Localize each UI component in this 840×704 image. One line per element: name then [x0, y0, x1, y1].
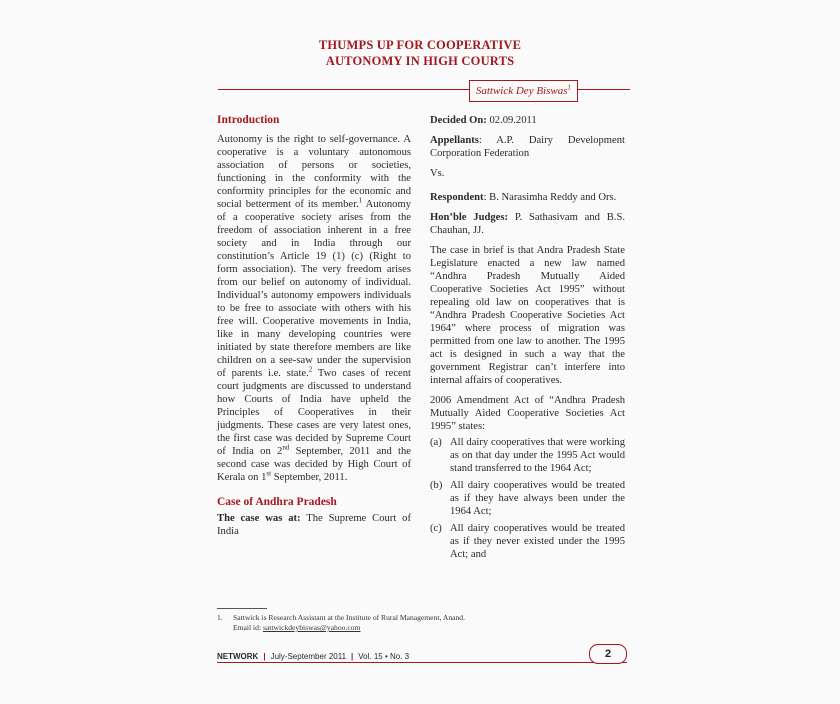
respondent-label: Respondent [430, 192, 484, 203]
respondent-value: : B. Narasimha Reddy and Ors. [483, 192, 617, 203]
ordinal-st: st [266, 469, 272, 478]
footer-labels [217, 652, 415, 661]
footer-rule [217, 662, 627, 663]
title-line-1: THUMPS UP FOR COOPERATIVE [318, 38, 522, 52]
footer-volume: Vol. 15 • No. 3 [358, 652, 410, 661]
author-name: Sattwick Dey Biswas [475, 85, 568, 97]
case-brief-paragraph: The case in brief is that Andra Pradesh State Legislature enacted a new law named “Andhra Pradesh Mutually Aided Cooperative Societies Act 1995” without repealing old law on cooperatives that is “Andhra Pradesh Cooperative Societies Act 1964” where process of migration was permitted from one law to another. The 1995 act is designed in such a way that the government Registrar can’t interfere into internal affairs of cooperatives. [430, 245, 625, 386]
case-heading: Case of Andhra Pradesh [217, 496, 337, 508]
footnote-text: Sattwick is Research Assistant at the Institute of Rural Management, Anand. [233, 613, 465, 622]
title-line-2: AUTONOMY IN HIGH COURTS [325, 54, 515, 68]
intro-text-4: September, 2011 and the second case was decided by High Court of Kerala on 1 [217, 446, 411, 483]
judges-line [430, 211, 625, 237]
introduction-heading: Introduction [217, 114, 280, 126]
respondent-line [430, 191, 625, 204]
intro-text-3: Two cases of recent court judgments are discussed to understand how Courts of India have upheld the Principles of Cooperatives in their judgments. These cases are very latest ones, the first case was decided by Supreme Court of India on 2 [217, 368, 411, 457]
intro-text-5: September, 2011. [271, 472, 348, 483]
case-court-value: The Supreme Court of India [217, 513, 411, 537]
list-marker: (c) [430, 523, 442, 534]
list-text: All dairy cooperatives would be treated as if they never existed under the 1995 Act; and [450, 523, 625, 560]
appellants-line [430, 134, 625, 160]
author-box [469, 80, 578, 102]
intro-text-1: Autonomy is the right to self-governance. A cooperative is a voluntary autonomous association of persons or societies, functioning in the conformity with the conformity principles for the economic and social betterment of its member. [217, 134, 411, 210]
intro-text-2: Autonomy of a cooperative society arises from the freedom of association inherent in a free society and in India through our constitution’s Article 19 (1) (c) (Right to form association). The very freedom arises from our belief on autonomy of individual. Individual’s autonomy empowers individuals to be free to associate with others with his free will. Cooperative movements in India, like in many developing countries were initiated by state therefore members are like children on a see-saw under the supervision of parents i.e. state. [217, 199, 411, 379]
footnote-number: 1. [217, 613, 223, 622]
footnote-email-label: Email id: [233, 623, 263, 632]
footer-period: July-September 2011 [270, 652, 347, 661]
decided-on-line [430, 114, 625, 127]
footer-brand: NETWORK [217, 652, 259, 661]
introduction-paragraph [217, 133, 411, 484]
list-item [430, 522, 625, 561]
left-column [217, 114, 411, 545]
footnote-email-link[interactable]: sattwickdeybiswas@yahoo.com [262, 623, 361, 632]
judges-label: Hon’ble Judges: [430, 212, 509, 223]
list-item [430, 479, 625, 518]
footer-separator: | [263, 652, 266, 661]
decided-on-value: 02.09.2011 [486, 115, 537, 126]
list-text: All dairy cooperatives would be treated as if they have always been under the 1964 Act; [450, 480, 625, 517]
appellants-label: Appellants [430, 135, 479, 146]
case-court-label: The case was at: [217, 513, 301, 524]
author-banner [218, 80, 630, 102]
footnote-rule [217, 608, 267, 609]
list-marker: (b) [430, 480, 443, 491]
list-text: All dairy cooperatives that were working as on that day under the 1995 Act would stand transferred to the 1964 Act; [450, 437, 625, 474]
author-footnote-ref: 1 [567, 83, 571, 92]
list-marker: (a) [430, 437, 442, 448]
footnote-ref-2: 2 [308, 365, 313, 374]
decided-on-label: Decided On: [430, 115, 487, 126]
article-title [300, 37, 540, 69]
footnote [217, 613, 627, 633]
footnote-ref-1: 1 [358, 196, 363, 205]
ordinal-nd: nd [282, 443, 290, 452]
judges-value: P. Sathasivam and B.S. Chauhan, JJ. [430, 212, 625, 236]
right-column [430, 114, 625, 565]
page-number: 2 [589, 644, 627, 664]
footer-separator: | [351, 652, 354, 661]
versus: Vs. [430, 168, 445, 179]
appellants-value: : A.P. Dairy Development Corporation Federation [430, 135, 625, 159]
amendment-paragraph: 2006 Amendment Act of “Andhra Pradesh Mutually Aided Cooperative Societies Act 1995” states: [430, 395, 625, 432]
list-item [430, 436, 625, 475]
page-footer [217, 650, 627, 668]
case-court-line [217, 512, 411, 538]
